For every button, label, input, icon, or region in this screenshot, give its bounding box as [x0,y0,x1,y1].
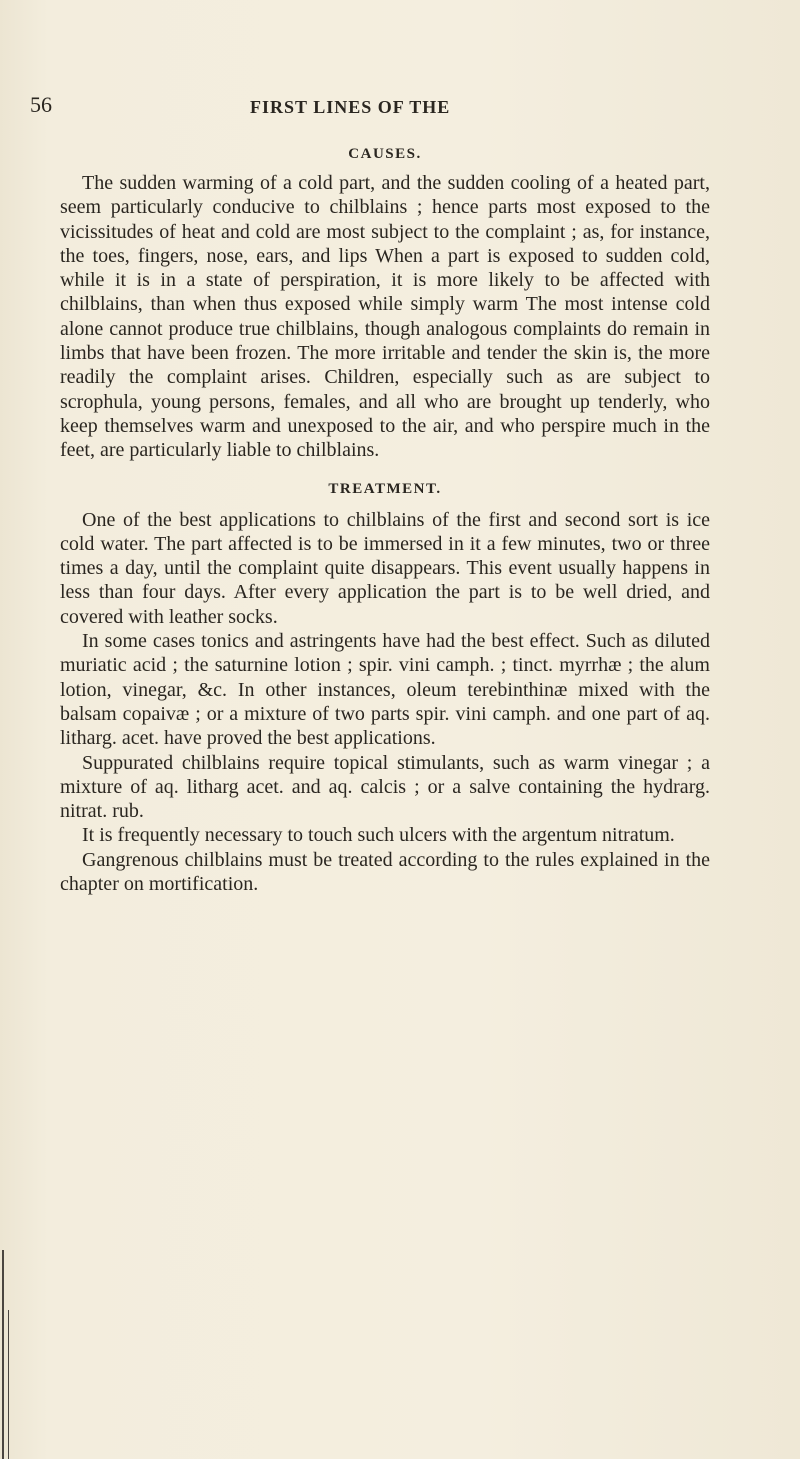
paragraph: One of the best applications to chilblains of the first and second sort is ice cold water. The part affected is to be immersed in it a few minutes, two or three times a day, until the complaint quite disappears. This event usually happens in less than four days. After every application the part is to be well dried, and covered with leather socks. [60,508,710,628]
section-heading-treatment: TREATMENT. [328,480,442,497]
binding-edge-line [2,1250,4,1459]
paragraph: It is frequently necessary to touch such ulcers with the argentum nitratum. [82,824,675,847]
binding-edge-line [8,1310,9,1459]
paragraph: The sudden warming of a cold part, and the sudden cooling of a heated part, seem particularly conducive to chilblains ; hence parts most exposed to the vicissitudes of heat and cold are most subject to the complaint ; as, for instance, the toes, fingers, nose, ears, and lips When a part is exposed to sudden cold, while it is in a state of perspiration, it is more likely to be affected with chilblains, than when thus exposed while simply warm The most intense cold alone cannot produce true chilblains, though analogous complaints do remain in limbs that have been frozen. The more irritable and tender the skin is, the more readily the complaint arises. Children, especially such as are subject to scrophula, young persons, females, and all who are brought up tenderly, who keep themselves warm and unexposed to the air, and who perspire much in the feet, are particularly liable to chilblains. [60,172,710,462]
text-block [60,140,710,896]
paragraph: In some cases tonics and astringents have had the best effect. Such as diluted muriatic acid ; the saturnine lotion ; spir. vini camph. ; tinct. myrrhæ ; the alum lotion, vinegar, &c. In other instances, oleum terebinthinæ mixed with the balsam copaivæ ; or a mixture of two parts spir. vini camph. and one part of aq. litharg. acet. have proved the best applications. [60,630,710,750]
section-heading-causes: CAUSES. [348,146,422,162]
paragraph: Gangrenous chilblains must be treated according to the rules explained in the chapter on mortification. [60,848,710,896]
running-head: FIRST LINES OF THE [250,97,451,117]
paragraph: Suppurated chilblains require topical stimulants, such as warm vinegar ; a mixture of aq. litharg acet. and aq. calcis ; or a salve containing the hydrarg. nitrat. rub. [60,751,710,823]
page-number: 56 [30,92,52,117]
